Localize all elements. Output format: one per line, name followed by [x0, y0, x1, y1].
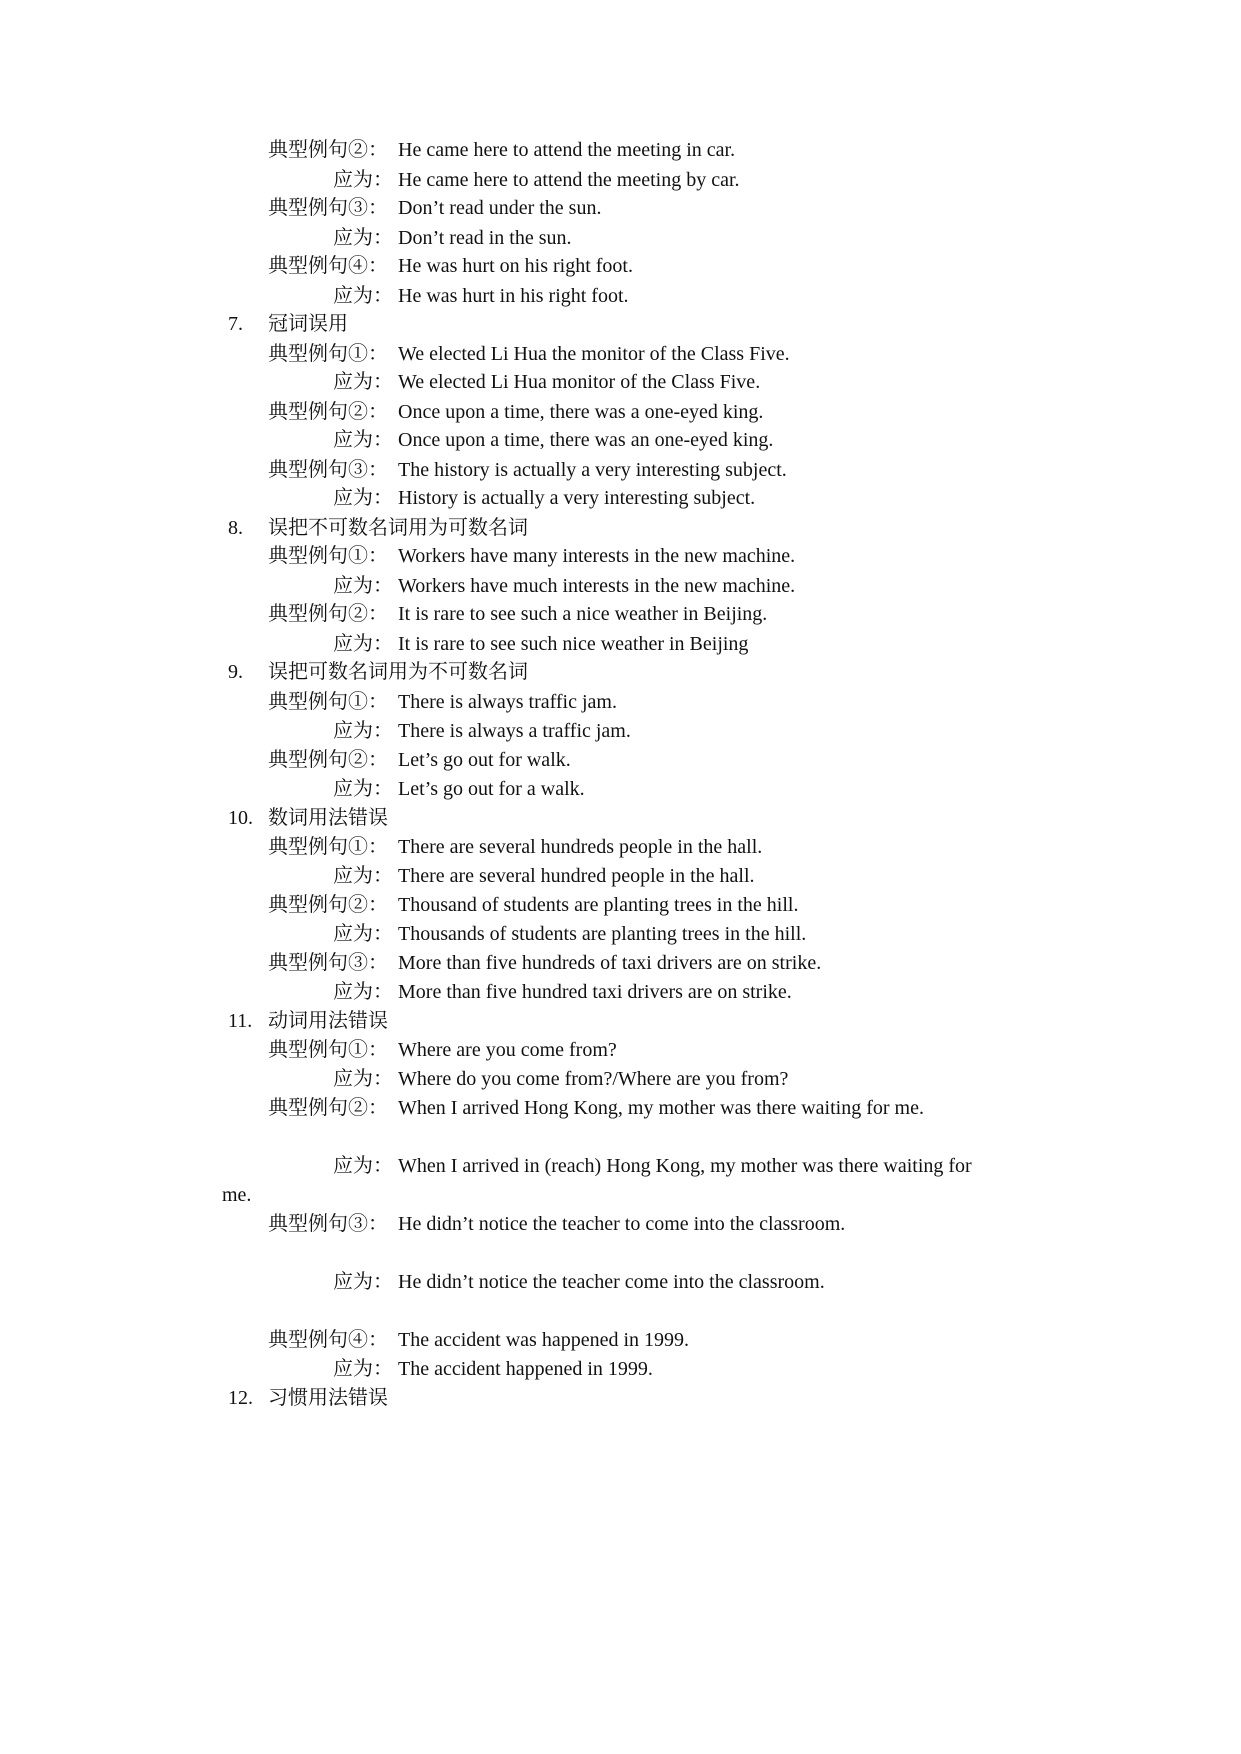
- sentence-text: There are several hundreds people in the hall.: [398, 836, 763, 858]
- example-label: 典型例句③：: [268, 197, 388, 219]
- sentence-text: We elected Li Hua the monitor of the Class Five.: [398, 343, 790, 365]
- correction-label: 应为：: [333, 169, 393, 191]
- sentence-text: History is actually a very interesting subject.: [398, 487, 756, 509]
- correction-label: 应为：: [333, 1271, 393, 1293]
- sentence-text: More than five hundreds of taxi drivers are on strike.: [398, 952, 822, 974]
- example-sentence: [0, 194, 1241, 222]
- example-sentence: [0, 949, 1241, 977]
- sentence-text: The accident happened in 1999.: [398, 1358, 653, 1380]
- sentence-text: When I arrived in (reach) Hong Kong, my mother was there waiting for: [398, 1155, 972, 1177]
- example-sentence: [0, 746, 1241, 774]
- sentence-text: The accident was happened in 1999.: [398, 1329, 690, 1351]
- corrected-sentence: [0, 717, 1241, 745]
- corrected-sentence: [0, 978, 1241, 1006]
- correction-label: 应为：: [333, 227, 393, 249]
- example-sentence: [0, 833, 1241, 861]
- corrected-sentence: [0, 224, 1241, 252]
- corrected-sentence: [0, 426, 1241, 454]
- example-label: 典型例句③：: [268, 952, 388, 974]
- sentence-text: He came here to attend the meeting in car.: [398, 139, 736, 161]
- example-sentence: [0, 1094, 1241, 1122]
- corrected-sentence: [0, 282, 1241, 310]
- example-label: 典型例句①：: [268, 691, 388, 713]
- correction-label: 应为：: [333, 865, 393, 887]
- section-title: 误把可数名词用为不可数名词: [268, 661, 528, 683]
- sentence-text: It is rare to see such nice weather in Beijing: [398, 633, 749, 655]
- sentence-text: He didn’t notice the teacher to come into the classroom.: [398, 1213, 846, 1235]
- sentence-text: Let’s go out for walk.: [398, 749, 571, 771]
- sentence-text: He was hurt in his right foot.: [398, 285, 629, 307]
- sentence-text: He didn’t notice the teacher come into the classroom.: [398, 1271, 825, 1293]
- example-label: 典型例句②：: [268, 894, 388, 916]
- example-label: 典型例句①：: [268, 343, 388, 365]
- section-heading: [0, 1007, 1241, 1035]
- corrected-sentence: [0, 1065, 1241, 1093]
- section-title: 冠词误用: [268, 313, 348, 335]
- correction-label: 应为：: [333, 778, 393, 800]
- example-label: 典型例句②：: [268, 603, 388, 625]
- sentence-text: The history is actually a very interesting subject.: [398, 459, 787, 481]
- corrected-sentence: [0, 368, 1241, 396]
- section-title: 习惯用法错误: [268, 1387, 388, 1409]
- section-number: 8.: [228, 517, 243, 539]
- correction-label: 应为：: [333, 429, 393, 451]
- example-label: 典型例句②：: [268, 139, 388, 161]
- corrected-sentence: [0, 862, 1241, 890]
- example-label: 典型例句①：: [268, 545, 388, 567]
- sentence-text: Workers have much interests in the new machine.: [398, 575, 796, 597]
- correction-label: 应为：: [333, 1155, 393, 1177]
- corrected-sentence: [0, 775, 1241, 803]
- corrected-sentence: [0, 1268, 1241, 1296]
- example-label: 典型例句①：: [268, 1039, 388, 1061]
- corrected-sentence: [0, 1152, 1241, 1180]
- sentence-text: Don’t read in the sun.: [398, 227, 572, 249]
- example-sentence: [0, 398, 1241, 426]
- example-label: 典型例句③：: [268, 1213, 388, 1235]
- section-heading: [0, 1384, 1241, 1412]
- section-title: 动词用法错误: [268, 1010, 388, 1032]
- correction-label: 应为：: [333, 1358, 393, 1380]
- sentence-text: He was hurt on his right foot.: [398, 255, 633, 277]
- sentence-text: There are several hundred people in the hall.: [398, 865, 755, 887]
- section-heading: [0, 310, 1241, 338]
- example-sentence: [0, 542, 1241, 570]
- example-sentence: [0, 891, 1241, 919]
- sentence-text: Let’s go out for a walk.: [398, 778, 585, 800]
- section-title: 误把不可数名词用为可数名词: [268, 517, 528, 539]
- correction-label: 应为：: [333, 371, 393, 393]
- corrected-sentence: [0, 484, 1241, 512]
- correction-label: 应为：: [333, 923, 393, 945]
- section-heading: [0, 804, 1241, 832]
- example-sentence: [0, 252, 1241, 280]
- correction-label: 应为：: [333, 981, 393, 1003]
- example-label: 典型例句④：: [268, 255, 388, 277]
- example-sentence: [0, 340, 1241, 368]
- sentence-text: There is always traffic jam.: [398, 691, 617, 713]
- sentence-text: We elected Li Hua monitor of the Class Five.: [398, 371, 761, 393]
- sentence-text: me.: [222, 1184, 252, 1206]
- section-number: 9.: [228, 661, 243, 683]
- example-label: 典型例句②：: [268, 401, 388, 423]
- example-sentence: [0, 136, 1241, 164]
- example-sentence: [0, 600, 1241, 628]
- correction-label: 应为：: [333, 720, 393, 742]
- continuation-line: [0, 1181, 1241, 1209]
- sentence-text: There is always a traffic jam.: [398, 720, 631, 742]
- sentence-text: More than five hundred taxi drivers are on strike.: [398, 981, 792, 1003]
- example-label: 典型例句③：: [268, 459, 388, 481]
- sentence-text: Workers have many interests in the new machine.: [398, 545, 796, 567]
- section-title: 数词用法错误: [268, 807, 388, 829]
- sentence-text: Where do you come from?/Where are you from?: [398, 1068, 789, 1090]
- example-label: 典型例句①：: [268, 836, 388, 858]
- corrected-sentence: [0, 1355, 1241, 1383]
- sentence-text: Once upon a time, there was an one-eyed king.: [398, 429, 774, 451]
- section-number: 7.: [228, 313, 243, 335]
- example-sentence: [0, 1036, 1241, 1064]
- section-number: 11.: [228, 1010, 253, 1032]
- example-label: 典型例句②：: [268, 1097, 388, 1119]
- corrected-sentence: [0, 572, 1241, 600]
- example-sentence: [0, 1210, 1241, 1238]
- sentence-text: He came here to attend the meeting by car.: [398, 169, 740, 191]
- sentence-text: When I arrived Hong Kong, my mother was there waiting for me.: [398, 1097, 924, 1119]
- section-heading: [0, 514, 1241, 542]
- correction-label: 应为：: [333, 285, 393, 307]
- sentence-text: Don’t read under the sun.: [398, 197, 602, 219]
- corrected-sentence: [0, 166, 1241, 194]
- corrected-sentence: [0, 920, 1241, 948]
- correction-label: 应为：: [333, 575, 393, 597]
- section-heading: [0, 658, 1241, 686]
- example-sentence: [0, 688, 1241, 716]
- sentence-text: Where are you come from?: [398, 1039, 617, 1061]
- example-sentence: [0, 1326, 1241, 1354]
- corrected-sentence: [0, 630, 1241, 658]
- example-label: 典型例句②：: [268, 749, 388, 771]
- example-label: 典型例句④：: [268, 1329, 388, 1351]
- correction-label: 应为：: [333, 1068, 393, 1090]
- sentence-text: Thousand of students are planting trees in the hill.: [398, 894, 799, 916]
- example-sentence: [0, 456, 1241, 484]
- correction-label: 应为：: [333, 633, 393, 655]
- sentence-text: Thousands of students are planting trees in the hill.: [398, 923, 807, 945]
- section-number: 10.: [228, 807, 253, 829]
- correction-label: 应为：: [333, 487, 393, 509]
- sentence-text: It is rare to see such a nice weather in Beijing.: [398, 603, 768, 625]
- section-number: 12.: [228, 1387, 253, 1409]
- sentence-text: Once upon a time, there was a one-eyed king.: [398, 401, 764, 423]
